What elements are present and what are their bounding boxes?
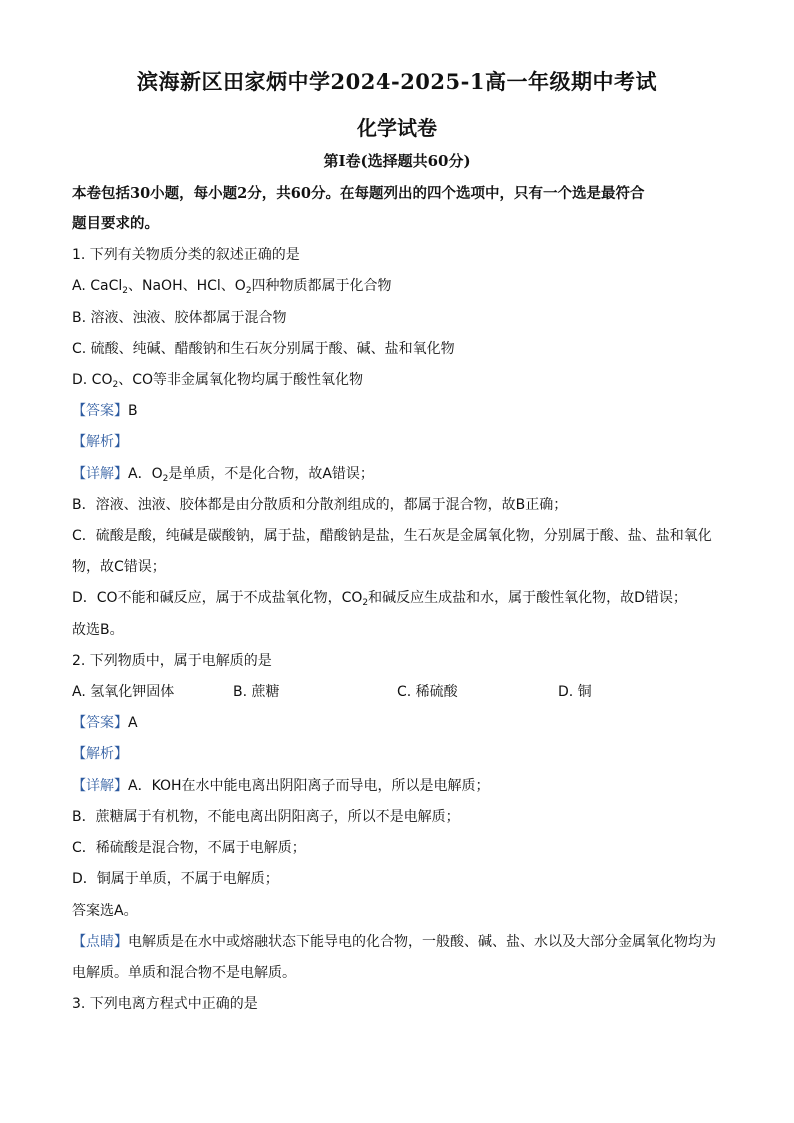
- q1-option-d: D. $CO_2$、CO等非金属氧化物均属于酸性氧化物: [72, 372, 364, 390]
- q1-option-c: C. 硫酸、纯碱、醋酸钠和生石灰分别属于酸、碱、盐和氧化物: [72, 341, 455, 357]
- q2-option-b: B. 蔗糖: [233, 684, 280, 700]
- q2-detail-5: 答案选A。: [72, 903, 138, 919]
- section-heading: 第Ⅰ卷(选择题共60分): [323, 152, 471, 170]
- q2-detail-4: D．铜属于单质，不属于电解质；: [72, 871, 279, 887]
- q2-detail-3: C．稀硫酸是混合物，不属于电解质；: [72, 840, 306, 856]
- answer-tag: 【答案】: [72, 403, 128, 419]
- q1-stem: 1. 下列有关物质分类的叙述正确的是: [72, 247, 300, 263]
- q1-detail-6: 故选B。: [72, 622, 124, 638]
- q2-detail-2: B．蔗糖属于有机物，不能电离出阴阳离子，所以不是电解质；: [72, 809, 460, 825]
- q1-option-a: A. CaCl$_2$、NaOH、HCl、$O_2$四种物质都属于化合物: [72, 278, 392, 296]
- q2-detail-1: 【详解】A．KOH在水中能电离出阴阳离子而导电，所以是电解质；: [72, 778, 490, 794]
- q1-detail-5: D．CO不能和碱反应，属于不成盐氧化物，$CO_2$和碱反应生成盐和水，属于酸性氧化物，故D错误；: [72, 590, 687, 608]
- q2-option-a: A. 氢氧化钾固体: [72, 684, 175, 700]
- q1-analysis-tag: 【解析】: [72, 434, 128, 450]
- instructions-line-2: 题目要求的。: [72, 215, 159, 232]
- q1-detail-3: C．硫酸是酸，纯碱是碳酸钠，属于盐，醋酸钠是盐，生石灰是金属氧化物，分别属于酸、盐、盐和氧化: [72, 528, 712, 544]
- q3-stem: 3. 下列电离方程式中正确的是: [72, 996, 258, 1012]
- q2-option-c: C. 稀硫酸: [397, 684, 458, 700]
- instructions-line-1: 本卷包括30小题，每小题2分，共60分。在每题列出的四个选项中，只有一个选是最符合: [72, 185, 645, 202]
- q1-detail-1: 【详解】A．$O_2$是单质，不是化合物，故A错误；: [72, 466, 374, 484]
- q1-option-b: B. 溶液、浊液、胶体都属于混合物: [72, 310, 287, 326]
- q2-stem: 2. 下列物质中，属于电解质的是: [72, 653, 272, 669]
- q2-note-2: 电解质。单质和混合物不是电解质。: [72, 965, 296, 981]
- q2-option-d: D. 铜: [558, 684, 592, 700]
- exam-subtitle: 化学试卷: [357, 116, 437, 140]
- q2-note-1: 【点睛】电解质是在水中或熔融状态下能导电的化合物，一般酸、碱、盐、水以及大部分金属氧化物均为: [72, 934, 716, 950]
- q2-analysis-tag: 【解析】: [72, 746, 128, 762]
- answer-tag: 【答案】: [72, 715, 128, 731]
- q2-answer: 【答案】A: [72, 715, 138, 731]
- exam-title: 滨海新区田家炳中学2024-2025-1高一年级期中考试: [137, 69, 657, 94]
- q1-detail-2: B．溶液、浊液、胶体都是由分散质和分散剂组成的，都属于混合物，故B正确；: [72, 497, 568, 513]
- q1-detail-4: 物，故C错误；: [72, 559, 166, 575]
- q1-answer: 【答案】B: [72, 403, 138, 419]
